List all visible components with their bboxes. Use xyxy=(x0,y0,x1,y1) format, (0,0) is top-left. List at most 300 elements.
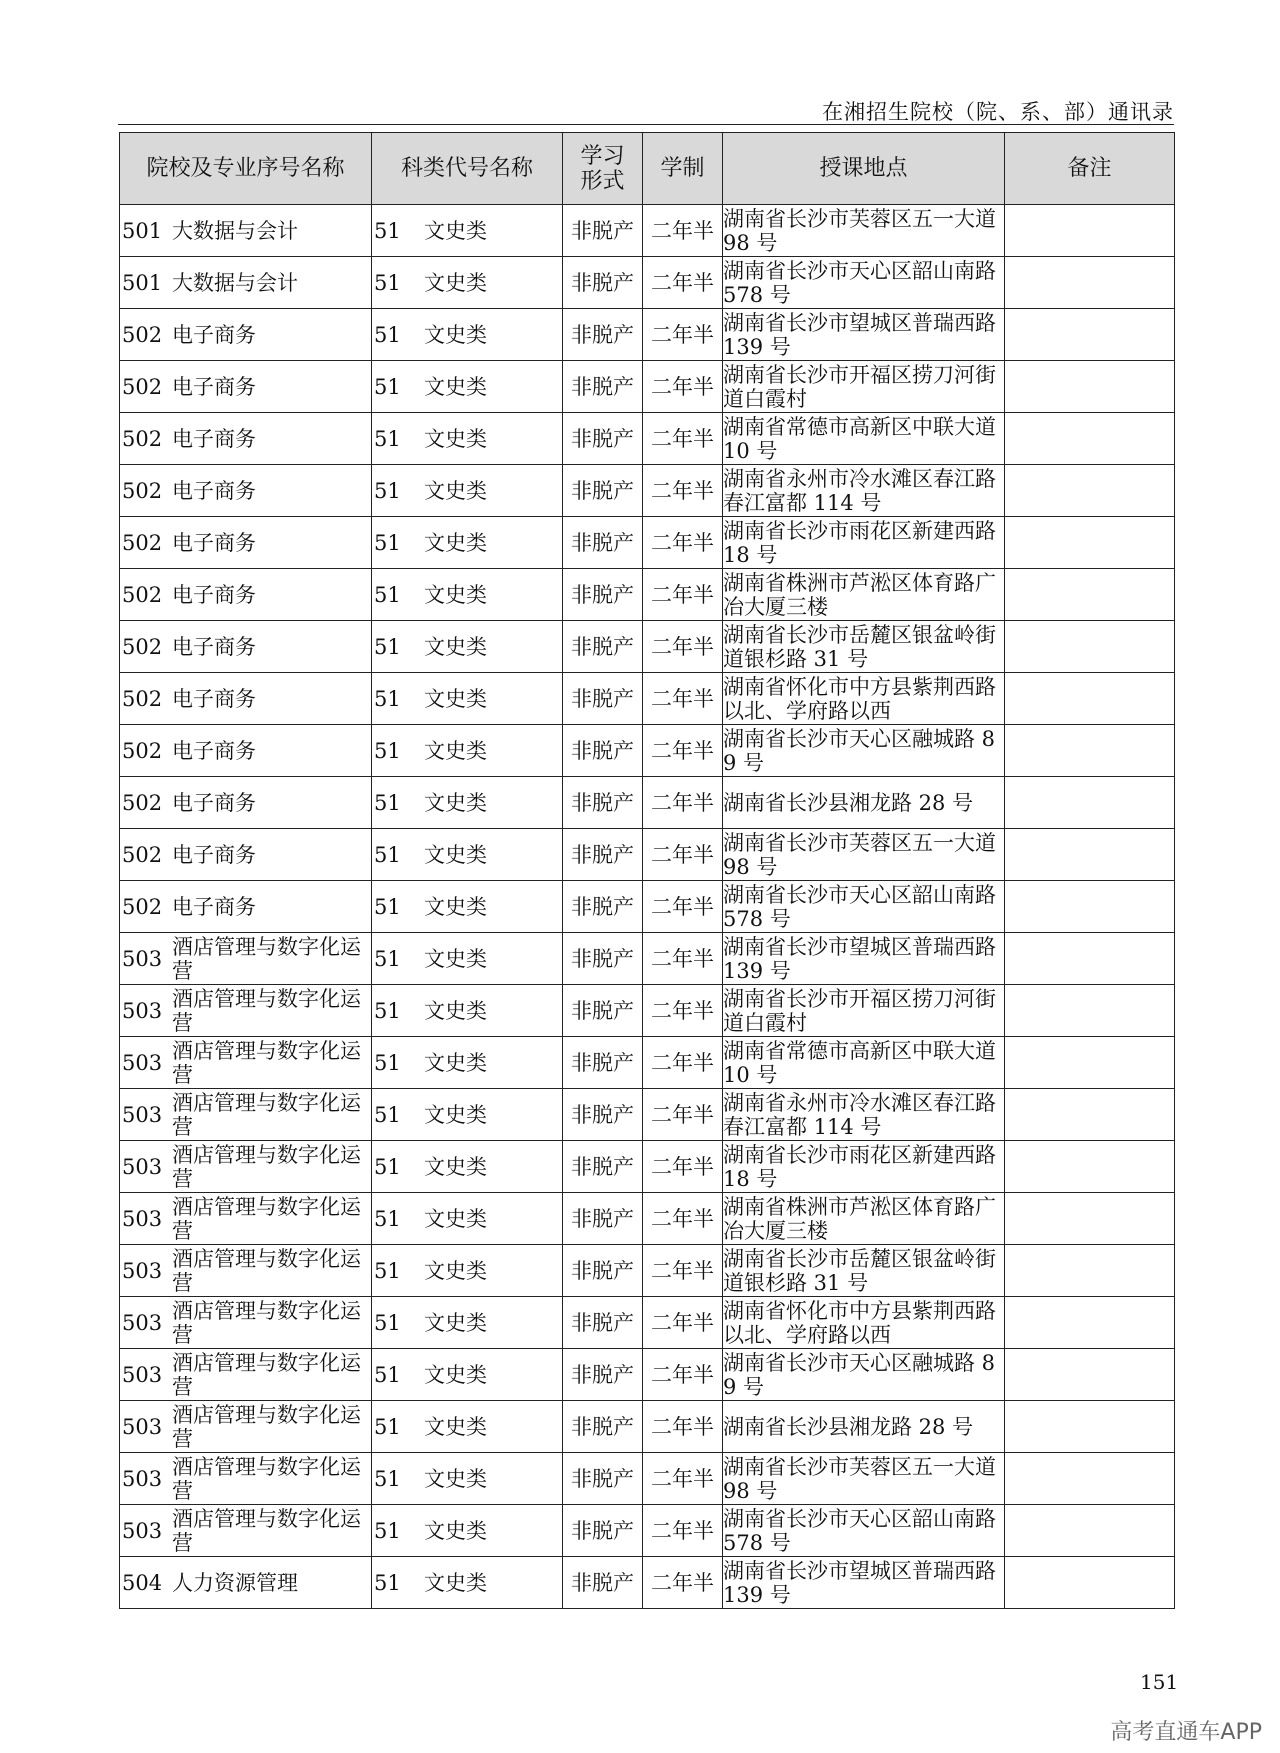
note-cell xyxy=(1005,933,1175,985)
major-code: 503 xyxy=(122,946,163,971)
major-code: 502 xyxy=(122,790,163,815)
study-mode: 非脱产 xyxy=(563,1037,643,1089)
category-code: 51 xyxy=(374,1206,401,1231)
study-duration: 二年半 xyxy=(643,309,723,361)
note-cell xyxy=(1005,569,1175,621)
major-code: 503 xyxy=(122,1518,163,1543)
table-row xyxy=(120,361,1175,413)
study-mode: 非脱产 xyxy=(563,1349,643,1401)
category-cell xyxy=(372,777,563,829)
teaching-location: 湖南省长沙市望城区普瑞西路 139 号 xyxy=(723,1557,1005,1609)
major-name: 酒店管理与数字化运营 xyxy=(172,1038,361,1087)
category-name: 文史类 xyxy=(424,634,487,659)
study-mode: 非脱产 xyxy=(563,257,643,309)
category-cell xyxy=(372,881,563,933)
major-cell xyxy=(120,1349,372,1401)
major-code: 501 xyxy=(122,218,163,243)
major-cell xyxy=(120,1401,372,1453)
study-duration: 二年半 xyxy=(643,413,723,465)
table-row xyxy=(120,985,1175,1037)
table-row xyxy=(120,1089,1175,1141)
major-code: 503 xyxy=(122,1310,163,1335)
major-cell xyxy=(120,413,372,465)
running-header-title: 在湘招生院校（院、系、部）通讯录 xyxy=(822,100,1174,124)
note-cell xyxy=(1005,1297,1175,1349)
category-code: 51 xyxy=(374,1518,401,1543)
teaching-location: 湖南省长沙市天心区融城路 89 号 xyxy=(723,1349,1005,1401)
major-cell xyxy=(120,725,372,777)
teaching-location: 湖南省怀化市中方县紫荆西路以北、学府路以西 xyxy=(723,1297,1005,1349)
table-row xyxy=(120,673,1175,725)
major-code: 502 xyxy=(122,842,163,867)
major-name: 电子商务 xyxy=(172,842,256,867)
category-cell xyxy=(372,205,563,257)
note-cell xyxy=(1005,1453,1175,1505)
major-cell xyxy=(120,465,372,517)
study-mode: 非脱产 xyxy=(563,361,643,413)
table-row xyxy=(120,1193,1175,1245)
major-cell xyxy=(120,1453,372,1505)
major-cell xyxy=(120,1505,372,1557)
study-mode: 非脱产 xyxy=(563,725,643,777)
teaching-location: 湖南省株洲市芦淞区体育路广冶大厦三楼 xyxy=(723,569,1005,621)
category-name: 文史类 xyxy=(424,1518,487,1543)
col-header-major: 院校及专业序号名称 xyxy=(120,133,372,205)
table-row xyxy=(120,1245,1175,1297)
header-row xyxy=(120,133,1175,205)
note-cell xyxy=(1005,361,1175,413)
category-cell xyxy=(372,933,563,985)
major-code: 503 xyxy=(122,1102,163,1127)
category-cell xyxy=(372,257,563,309)
major-code: 502 xyxy=(122,478,163,503)
study-mode: 非脱产 xyxy=(563,777,643,829)
study-mode: 非脱产 xyxy=(563,1141,643,1193)
table-row xyxy=(120,1037,1175,1089)
note-cell xyxy=(1005,829,1175,881)
study-duration: 二年半 xyxy=(643,1453,723,1505)
study-duration: 二年半 xyxy=(643,1401,723,1453)
category-name: 文史类 xyxy=(424,1206,487,1231)
table-row xyxy=(120,1401,1175,1453)
table-row xyxy=(120,1557,1175,1609)
category-cell xyxy=(372,1089,563,1141)
category-cell xyxy=(372,1453,563,1505)
note-cell xyxy=(1005,673,1175,725)
study-duration: 二年半 xyxy=(643,1557,723,1609)
study-duration: 二年半 xyxy=(643,1245,723,1297)
table-row xyxy=(120,465,1175,517)
note-cell xyxy=(1005,309,1175,361)
major-code: 501 xyxy=(122,270,163,295)
study-mode: 非脱产 xyxy=(563,569,643,621)
note-cell xyxy=(1005,517,1175,569)
note-cell xyxy=(1005,1141,1175,1193)
note-cell xyxy=(1005,621,1175,673)
note-cell xyxy=(1005,205,1175,257)
study-mode: 非脱产 xyxy=(563,621,643,673)
major-name: 电子商务 xyxy=(172,426,256,451)
major-name: 酒店管理与数字化运营 xyxy=(172,1194,361,1243)
category-cell xyxy=(372,829,563,881)
category-code: 51 xyxy=(374,842,401,867)
teaching-location: 湖南省长沙市天心区韶山南路 578 号 xyxy=(723,881,1005,933)
category-code: 51 xyxy=(374,1050,401,1075)
study-duration: 二年半 xyxy=(643,1349,723,1401)
category-cell xyxy=(372,569,563,621)
note-cell xyxy=(1005,1245,1175,1297)
study-duration: 二年半 xyxy=(643,1297,723,1349)
study-duration: 二年半 xyxy=(643,777,723,829)
study-duration: 二年半 xyxy=(643,881,723,933)
category-code: 51 xyxy=(374,686,401,711)
category-name: 文史类 xyxy=(424,374,487,399)
study-mode: 非脱产 xyxy=(563,205,643,257)
study-duration: 二年半 xyxy=(643,933,723,985)
major-cell xyxy=(120,1089,372,1141)
major-name: 大数据与会计 xyxy=(172,218,298,243)
col-header-duration: 学制 xyxy=(643,133,723,205)
category-code: 51 xyxy=(374,582,401,607)
major-cell xyxy=(120,777,372,829)
major-cell xyxy=(120,569,372,621)
major-cell xyxy=(120,1557,372,1609)
study-duration: 二年半 xyxy=(643,985,723,1037)
category-name: 文史类 xyxy=(424,1466,487,1491)
category-name: 文史类 xyxy=(424,998,487,1023)
study-mode: 非脱产 xyxy=(563,881,643,933)
study-mode: 非脱产 xyxy=(563,1193,643,1245)
major-code: 503 xyxy=(122,1154,163,1179)
study-duration: 二年半 xyxy=(643,517,723,569)
major-cell xyxy=(120,621,372,673)
category-name: 文史类 xyxy=(424,842,487,867)
category-name: 文史类 xyxy=(424,1570,487,1595)
teaching-location: 湖南省长沙市芙蓉区五一大道 98 号 xyxy=(723,829,1005,881)
study-mode: 非脱产 xyxy=(563,1297,643,1349)
watermark-text: 高考直通车APP xyxy=(1110,1720,1262,1745)
category-name: 文史类 xyxy=(424,270,487,295)
major-name: 人力资源管理 xyxy=(172,1570,298,1595)
study-duration: 二年半 xyxy=(643,205,723,257)
note-cell xyxy=(1005,725,1175,777)
study-duration: 二年半 xyxy=(643,361,723,413)
table-row xyxy=(120,725,1175,777)
note-cell xyxy=(1005,777,1175,829)
category-name: 文史类 xyxy=(424,1102,487,1127)
major-name: 电子商务 xyxy=(172,894,256,919)
category-code: 51 xyxy=(374,790,401,815)
note-cell xyxy=(1005,465,1175,517)
category-name: 文史类 xyxy=(424,946,487,971)
category-cell xyxy=(372,309,563,361)
study-mode: 非脱产 xyxy=(563,1505,643,1557)
major-cell xyxy=(120,205,372,257)
table-row xyxy=(120,1141,1175,1193)
major-name: 大数据与会计 xyxy=(172,270,298,295)
major-cell xyxy=(120,1245,372,1297)
teaching-location: 湖南省长沙市望城区普瑞西路 139 号 xyxy=(723,309,1005,361)
note-cell xyxy=(1005,1401,1175,1453)
study-duration: 二年半 xyxy=(643,465,723,517)
study-duration: 二年半 xyxy=(643,725,723,777)
major-name: 电子商务 xyxy=(172,478,256,503)
table-row xyxy=(120,933,1175,985)
teaching-location: 湖南省长沙县湘龙路 28 号 xyxy=(723,1401,1005,1453)
table-row xyxy=(120,777,1175,829)
major-cell xyxy=(120,1193,372,1245)
teaching-location: 湖南省长沙市望城区普瑞西路 139 号 xyxy=(723,933,1005,985)
study-mode: 非脱产 xyxy=(563,933,643,985)
category-cell xyxy=(372,1193,563,1245)
category-code: 51 xyxy=(374,426,401,451)
category-code: 51 xyxy=(374,894,401,919)
table-row xyxy=(120,517,1175,569)
major-code: 503 xyxy=(122,1206,163,1231)
category-cell xyxy=(372,1349,563,1401)
category-cell xyxy=(372,1141,563,1193)
table-row xyxy=(120,257,1175,309)
study-mode: 非脱产 xyxy=(563,517,643,569)
major-cell xyxy=(120,673,372,725)
teaching-location: 湖南省怀化市中方县紫荆西路以北、学府路以西 xyxy=(723,673,1005,725)
major-cell xyxy=(120,933,372,985)
major-name: 电子商务 xyxy=(172,582,256,607)
category-name: 文史类 xyxy=(424,1258,487,1283)
col-header-mode: 学习形式 xyxy=(563,133,643,205)
table-row xyxy=(120,881,1175,933)
major-code: 502 xyxy=(122,582,163,607)
major-code: 503 xyxy=(122,998,163,1023)
note-cell xyxy=(1005,1349,1175,1401)
category-cell xyxy=(372,985,563,1037)
category-cell xyxy=(372,413,563,465)
major-code: 504 xyxy=(122,1570,163,1595)
teaching-location: 湖南省长沙市开福区捞刀河街道白霞村 xyxy=(723,361,1005,413)
major-cell xyxy=(120,881,372,933)
study-duration: 二年半 xyxy=(643,1193,723,1245)
study-duration: 二年半 xyxy=(643,621,723,673)
page-number: 151 xyxy=(1140,1670,1179,1694)
category-cell xyxy=(372,725,563,777)
major-code: 503 xyxy=(122,1362,163,1387)
teaching-location: 湖南省长沙市天心区韶山南路 578 号 xyxy=(723,1505,1005,1557)
category-code: 51 xyxy=(374,530,401,555)
study-mode: 非脱产 xyxy=(563,309,643,361)
table-row xyxy=(120,1453,1175,1505)
table-body xyxy=(120,205,1175,1609)
category-code: 51 xyxy=(374,946,401,971)
major-cell xyxy=(120,257,372,309)
note-cell xyxy=(1005,1037,1175,1089)
table-header xyxy=(120,133,1175,205)
table-row xyxy=(120,1297,1175,1349)
teaching-location: 湖南省永州市冷水滩区春江路春江富都 114 号 xyxy=(723,465,1005,517)
category-code: 51 xyxy=(374,218,401,243)
table-row xyxy=(120,205,1175,257)
table-row xyxy=(120,829,1175,881)
table-row xyxy=(120,413,1175,465)
category-name: 文史类 xyxy=(424,1414,487,1439)
major-code: 503 xyxy=(122,1414,163,1439)
major-code: 503 xyxy=(122,1258,163,1283)
major-name: 酒店管理与数字化运营 xyxy=(172,1298,361,1347)
major-code: 502 xyxy=(122,322,163,347)
note-cell xyxy=(1005,413,1175,465)
category-name: 文史类 xyxy=(424,1154,487,1179)
category-cell xyxy=(372,465,563,517)
note-cell xyxy=(1005,1089,1175,1141)
table-row xyxy=(120,621,1175,673)
category-code: 51 xyxy=(374,1258,401,1283)
col-header-note: 备注 xyxy=(1005,133,1175,205)
major-code: 502 xyxy=(122,894,163,919)
category-name: 文史类 xyxy=(424,218,487,243)
category-code: 51 xyxy=(374,1154,401,1179)
category-code: 51 xyxy=(374,1310,401,1335)
category-code: 51 xyxy=(374,374,401,399)
category-name: 文史类 xyxy=(424,1310,487,1335)
study-duration: 二年半 xyxy=(643,257,723,309)
header-rule xyxy=(118,124,1174,125)
category-name: 文史类 xyxy=(424,530,487,555)
major-name: 电子商务 xyxy=(172,322,256,347)
major-name: 酒店管理与数字化运营 xyxy=(172,1350,361,1399)
major-cell xyxy=(120,1141,372,1193)
major-code: 502 xyxy=(122,530,163,555)
major-name: 电子商务 xyxy=(172,634,256,659)
study-mode: 非脱产 xyxy=(563,1089,643,1141)
teaching-location: 湖南省长沙市岳麓区银盆岭街道银杉路 31 号 xyxy=(723,621,1005,673)
category-name: 文史类 xyxy=(424,738,487,763)
category-code: 51 xyxy=(374,634,401,659)
category-code: 51 xyxy=(374,1362,401,1387)
teaching-location: 湖南省长沙县湘龙路 28 号 xyxy=(723,777,1005,829)
category-code: 51 xyxy=(374,270,401,295)
major-name: 电子商务 xyxy=(172,374,256,399)
study-mode: 非脱产 xyxy=(563,1453,643,1505)
study-mode: 非脱产 xyxy=(563,1245,643,1297)
category-code: 51 xyxy=(374,322,401,347)
study-mode: 非脱产 xyxy=(563,673,643,725)
teaching-location: 湖南省长沙市天心区韶山南路 578 号 xyxy=(723,257,1005,309)
category-code: 51 xyxy=(374,478,401,503)
study-duration: 二年半 xyxy=(643,1141,723,1193)
major-code: 503 xyxy=(122,1050,163,1075)
major-name: 酒店管理与数字化运营 xyxy=(172,934,361,983)
study-duration: 二年半 xyxy=(643,1089,723,1141)
study-mode: 非脱产 xyxy=(563,829,643,881)
major-cell xyxy=(120,361,372,413)
category-cell xyxy=(372,1245,563,1297)
major-name: 酒店管理与数字化运营 xyxy=(172,1142,361,1191)
teaching-location: 湖南省常德市高新区中联大道 10 号 xyxy=(723,413,1005,465)
teaching-location: 湖南省永州市冷水滩区春江路春江富都 114 号 xyxy=(723,1089,1005,1141)
table-row xyxy=(120,1505,1175,1557)
category-cell xyxy=(372,1505,563,1557)
major-name: 酒店管理与数字化运营 xyxy=(172,1090,361,1139)
col-header-location: 授课地点 xyxy=(723,133,1005,205)
major-cell xyxy=(120,985,372,1037)
study-duration: 二年半 xyxy=(643,673,723,725)
note-cell xyxy=(1005,1557,1175,1609)
study-mode: 非脱产 xyxy=(563,1401,643,1453)
major-code: 502 xyxy=(122,634,163,659)
teaching-location: 湖南省长沙市芙蓉区五一大道 98 号 xyxy=(723,1453,1005,1505)
category-code: 51 xyxy=(374,1570,401,1595)
category-cell xyxy=(372,1037,563,1089)
study-mode: 非脱产 xyxy=(563,465,643,517)
teaching-location: 湖南省株洲市芦淞区体育路广冶大厦三楼 xyxy=(723,1193,1005,1245)
teaching-location: 湖南省长沙市岳麓区银盆岭街道银杉路 31 号 xyxy=(723,1245,1005,1297)
major-name: 电子商务 xyxy=(172,686,256,711)
major-cell xyxy=(120,1297,372,1349)
major-name: 电子商务 xyxy=(172,738,256,763)
major-name: 酒店管理与数字化运营 xyxy=(172,1506,361,1555)
category-cell xyxy=(372,621,563,673)
major-code: 502 xyxy=(122,686,163,711)
category-name: 文史类 xyxy=(424,1362,487,1387)
teaching-location: 湖南省长沙市天心区融城路 89 号 xyxy=(723,725,1005,777)
major-code: 502 xyxy=(122,374,163,399)
teaching-location: 湖南省长沙市雨花区新建西路 18 号 xyxy=(723,517,1005,569)
table-row xyxy=(120,1349,1175,1401)
note-cell xyxy=(1005,1505,1175,1557)
category-code: 51 xyxy=(374,1102,401,1127)
category-name: 文史类 xyxy=(424,426,487,451)
category-cell xyxy=(372,673,563,725)
col-header-category: 科类代号名称 xyxy=(372,133,563,205)
note-cell xyxy=(1005,985,1175,1037)
category-code: 51 xyxy=(374,1414,401,1439)
study-duration: 二年半 xyxy=(643,829,723,881)
table-row xyxy=(120,309,1175,361)
category-name: 文史类 xyxy=(424,478,487,503)
study-duration: 二年半 xyxy=(643,1505,723,1557)
major-name: 电子商务 xyxy=(172,530,256,555)
major-name: 酒店管理与数字化运营 xyxy=(172,1454,361,1503)
major-name: 酒店管理与数字化运营 xyxy=(172,1402,361,1451)
category-cell xyxy=(372,1401,563,1453)
major-code: 503 xyxy=(122,1466,163,1491)
note-cell xyxy=(1005,1193,1175,1245)
category-name: 文史类 xyxy=(424,582,487,607)
major-name: 电子商务 xyxy=(172,790,256,815)
note-cell xyxy=(1005,881,1175,933)
major-code: 502 xyxy=(122,426,163,451)
category-code: 51 xyxy=(374,998,401,1023)
major-name: 酒店管理与数字化运营 xyxy=(172,986,361,1035)
category-code: 51 xyxy=(374,738,401,763)
category-cell xyxy=(372,1297,563,1349)
major-cell xyxy=(120,829,372,881)
major-cell xyxy=(120,517,372,569)
category-name: 文史类 xyxy=(424,322,487,347)
teaching-location: 湖南省长沙市雨花区新建西路 18 号 xyxy=(723,1141,1005,1193)
study-mode: 非脱产 xyxy=(563,985,643,1037)
major-name: 酒店管理与数字化运营 xyxy=(172,1246,361,1295)
study-mode: 非脱产 xyxy=(563,413,643,465)
category-cell xyxy=(372,361,563,413)
category-name: 文史类 xyxy=(424,790,487,815)
note-cell xyxy=(1005,257,1175,309)
study-mode: 非脱产 xyxy=(563,1557,643,1609)
teaching-location: 湖南省长沙市开福区捞刀河街道白霞村 xyxy=(723,985,1005,1037)
category-cell xyxy=(372,1557,563,1609)
teaching-location: 湖南省常德市高新区中联大道 10 号 xyxy=(723,1037,1005,1089)
category-cell xyxy=(372,517,563,569)
study-duration: 二年半 xyxy=(643,1037,723,1089)
